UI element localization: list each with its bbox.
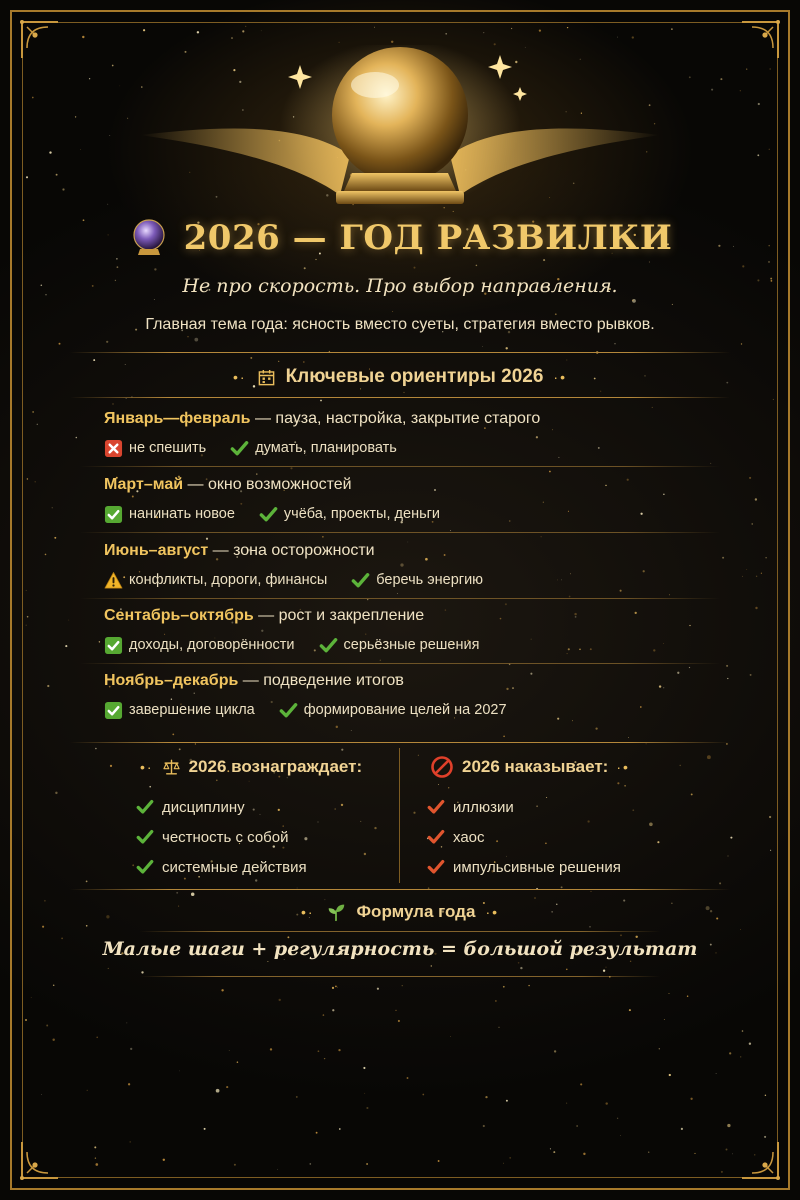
- period-heading: [104, 474, 704, 496]
- period-heading: [104, 408, 704, 430]
- period-description: — рост и закрепление: [258, 607, 425, 624]
- period-block: [104, 670, 704, 722]
- period-items: [104, 698, 704, 722]
- cross-mark-icon: [104, 439, 123, 458]
- dots-ornament-icon: ·•: [616, 759, 630, 775]
- calendar-icon: [257, 368, 276, 387]
- check-box-icon: [104, 505, 123, 524]
- period-block: [104, 540, 704, 592]
- check-icon: [136, 798, 154, 816]
- list-item: [136, 795, 245, 819]
- divider: [70, 397, 730, 398]
- punishments-header: [430, 752, 630, 782]
- reward-item: дисциплину: [162, 798, 245, 816]
- period-item: не спешить: [129, 440, 207, 456]
- subtitle: Не про скорость. Про выбор направления.: [182, 275, 618, 297]
- rewards-header: [140, 752, 362, 782]
- check-icon: [279, 701, 298, 720]
- corner-ornament-icon: [738, 18, 782, 62]
- period-item: думать, планировать: [255, 440, 397, 456]
- divider: [80, 532, 720, 533]
- guidelines-title: Ключевые ориентиры 2026: [285, 366, 544, 387]
- period-heading: [104, 670, 704, 692]
- check-box-icon: [104, 636, 123, 655]
- period-block: [104, 474, 704, 526]
- period-description: — зона осторожности: [212, 542, 375, 559]
- title-row: [0, 210, 800, 266]
- divider: [70, 889, 730, 890]
- formula-text: Малые шаги + регулярность = большой результат: [102, 938, 698, 960]
- dots-ornament-icon: ·•: [553, 369, 567, 385]
- corner-ornament-icon: [18, 1138, 62, 1182]
- divider: [70, 742, 730, 743]
- rewards-title: 2026 вознаграждает:: [188, 757, 363, 776]
- prohibited-icon: [430, 755, 454, 779]
- corner-ornament-icon: [18, 18, 62, 62]
- period-heading: [104, 540, 704, 562]
- period-item: учёба, проекты, деньги: [283, 506, 441, 522]
- red-check-icon: [427, 828, 445, 846]
- period-name: Июнь–август: [104, 542, 209, 559]
- period-item: серьёзные решения: [343, 637, 480, 653]
- red-check-icon: [427, 798, 445, 816]
- period-item: доходы, договорённости: [129, 637, 295, 653]
- period-item: конфликты, дороги, финансы: [129, 572, 328, 588]
- punishments-title: 2026 наказывает:: [462, 757, 609, 776]
- punishment-item: иллюзии: [453, 798, 514, 816]
- crystal-ball-icon: [128, 217, 170, 259]
- check-icon: [351, 571, 370, 590]
- period-description: — пауза, настройка, закрытие старого: [254, 410, 541, 427]
- formula-header: [0, 896, 800, 928]
- sprout-icon: [325, 901, 347, 923]
- page-title: 2026 — ГОД РАЗВИЛКИ: [183, 218, 673, 258]
- list-item: [427, 825, 485, 849]
- period-description: — подведение итогов: [242, 672, 404, 689]
- divider: [140, 931, 660, 932]
- reward-item: системные действия: [162, 858, 307, 876]
- list-item: [136, 855, 307, 879]
- red-check-icon: [427, 858, 445, 876]
- check-icon: [136, 828, 154, 846]
- divider: [140, 976, 660, 977]
- period-items: [104, 436, 704, 460]
- period-name: Ноябрь–декабрь: [104, 672, 239, 689]
- scales-icon: [162, 758, 181, 777]
- period-name: Январь—февраль: [104, 410, 251, 427]
- guidelines-header: [0, 360, 800, 394]
- dots-ornament-icon: •·: [140, 759, 154, 775]
- check-icon: [319, 636, 338, 655]
- check-box-icon: [104, 701, 123, 720]
- check-icon: [259, 505, 278, 524]
- column-divider: [399, 748, 400, 883]
- divider: [80, 598, 720, 599]
- crystal-ball-icon: [140, 45, 660, 220]
- check-icon: [136, 858, 154, 876]
- punishment-item: импульсивные решения: [453, 858, 621, 876]
- period-item: завершение цикла: [129, 702, 255, 718]
- divider: [80, 466, 720, 467]
- year-theme: Главная тема года: ясность вместо суеты, стратегия вместо рывков.: [145, 316, 655, 333]
- period-items: [104, 502, 704, 526]
- divider: [80, 663, 720, 664]
- period-description: — окно возможностей: [187, 476, 352, 493]
- period-item: формирование целей на 2027: [303, 702, 507, 718]
- formula-title: Формула года: [356, 902, 476, 921]
- dots-ornament-icon: •·: [233, 369, 247, 385]
- dots-ornament-icon: •·: [300, 904, 315, 920]
- period-items: [104, 633, 704, 657]
- period-name: Март–май: [104, 476, 184, 493]
- list-item: [427, 795, 514, 819]
- period-item: беречь энергию: [376, 572, 484, 588]
- period-item: нанинать новое: [129, 506, 235, 522]
- period-items: [104, 568, 704, 592]
- period-block: [104, 605, 704, 657]
- punishment-item: хаос: [453, 828, 485, 846]
- dots-ornament-icon: ·•: [485, 904, 500, 920]
- period-name: Сентабрь–октябрь: [104, 607, 254, 624]
- corner-ornament-icon: [738, 1138, 782, 1182]
- period-block: [104, 408, 704, 460]
- period-heading: [104, 605, 704, 627]
- divider: [70, 352, 730, 353]
- warning-icon: [104, 571, 123, 590]
- list-item: [427, 855, 621, 879]
- check-icon: [230, 439, 249, 458]
- reward-item: честность с собой: [162, 828, 289, 846]
- list-item: [136, 825, 289, 849]
